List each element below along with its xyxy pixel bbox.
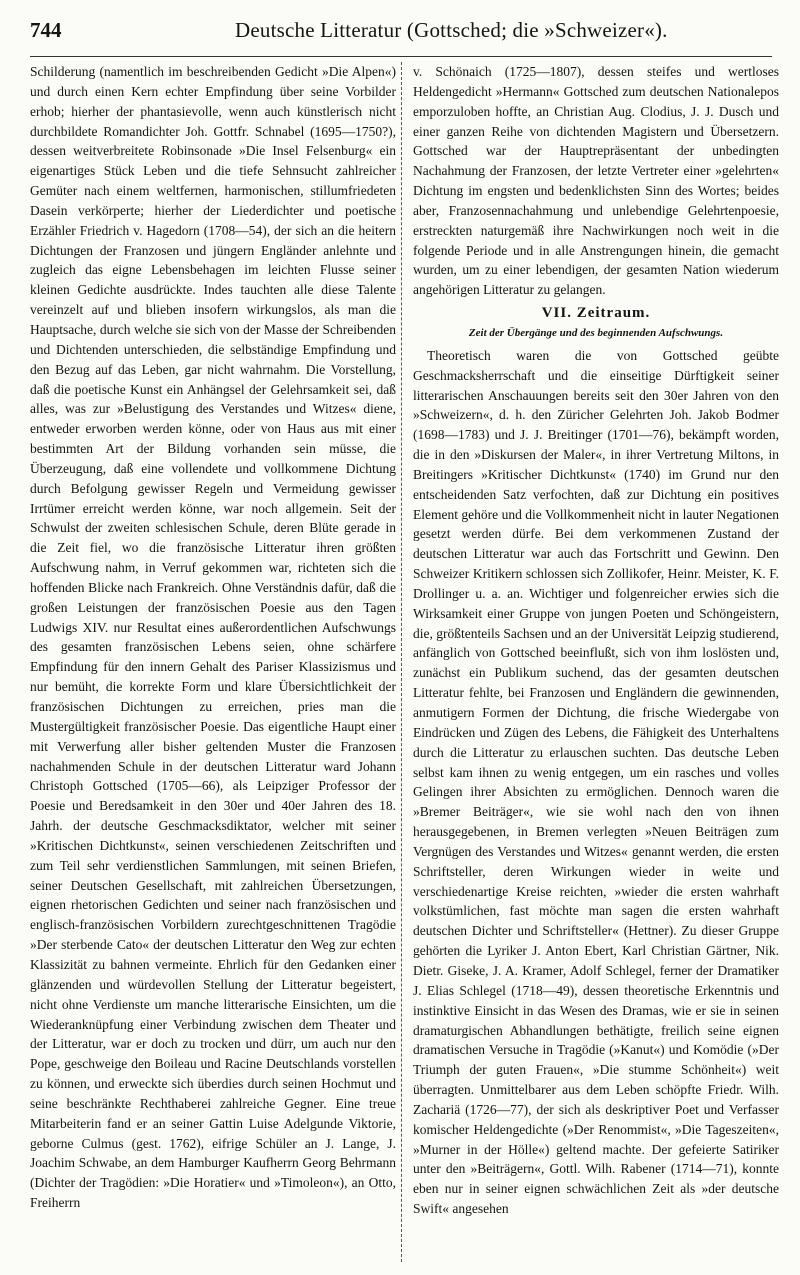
- page-number: 744: [30, 18, 62, 42]
- column-divider: [401, 62, 402, 1262]
- left-column: [30, 62, 396, 1213]
- right-column: [413, 62, 779, 1219]
- section-title: VII. Zeitraum.: [541, 305, 651, 322]
- right-paragraph-main: Theoretisch waren die von Gottsched geübte Geschmacksherrschaft und die einseitige Dürftigkeit seiner litterarischen Anschauungen bereits seit den 30er Jahren von den »Schweizern«, d. h. den Züricher Gelehrten Joh. Jakob Bodmer (1698—1783) und J. J. Breitinger (1701—76), bekämpft worden, die in den »Diskursen der Maler«, in ihrer Vertretung Miltons, in Breitingers »Kritischer Dichtkunst« (1740) im Grund nur den entscheidenden Satz verfochten, daß zur Dichtung ein positives Element gehöre und die Vollkommenheit nicht in lauter Negationen gesetzt werden dürfe. Bei dem verkommenen Zustand der deutschen Litteratur war auch das Fortschritt und Gewinn. Den Schweizer Kritikern schlossen sich Zollikofer, Heinr. Meister, K. F. Drollinger u. a. an. Wichtiger und folgenreicher erwies sich die Wirksamkeit einer Gruppe von jungen Poeten und Schöngeistern, die, größtenteils Sachsen und an der Universität Leipzig studierend, anfänglich von Gottsched beeinflußt, sich von ihm loslösten und, zunächst ein Publikum suchend, das der gesamten deutschen Litteratur fehlte, bei Franzosen und Engländern die gewinnenden, anmutigern Formen der Dichtung, die frische Wiedergabe von Eindrücken und Zügen des Lebens, die Fähigkeit des Unterhaltens durch die Litteratur zu erlauschen suchten. Das deutsche Leben selbst kam ihnen zu wenig entgegen, um ein rasches und volles Gelingen ihrer Absichten zu ermöglichen. Dennoch waren die »Bremer Beiträger«, wie sie wohl nach den von ihnen herausgegebenen, in Bremen verlegten »Neuen Beiträgen zum Vergnügen des Verstandes und Witzes« genannt werden, die ersten Schriftsteller, deren Wirkungen wieder in weite und verschiedenartige Kreise reichten, »wieder die ersten wahrhaft volkstümlichen, fast möchte man sagen die ersten wahrhaft deutschen Dichter und Schriftsteller« (Hettner). Zu dieser Gruppe gehörten die Lyriker J. Anton Ebert, Karl Christian Gärtner, Nik. Dietr. Giseke, J. A. Kramer, Adolf Schlegel, ferner der Dramatiker J. Elias Schlegel (1718—49), dessen theoretische Erkenntnis und instinktive Einsicht in das Wesen des Dramas, wie er sie in seinen dramaturgischen Abhandlungen bethätigte, freilich seine eignen dramatischen Versuche in Tragödie (»Kanut«) und Komödie (»Der Triumph der guten Frauen«, »Die stumme Schönheit«) weit überragten. Unmittelbarer aus dem Leben schöpfte Friedr. Wilh. Zachariä (1726—77), der sich als deskriptiver Poet und Verfasser komischer Heldengedichte (»Der Renommist«, »Die Tageszeiten«, »Murner in der Hölle«) geltend machte. Der gefeierte Satiriker unter den »Beiträgern«, Gottl. Wilh. Rabener (1714—71), konnte eben nur in seiner eignen schwächlichen Zeit als »der deutsche Swift« angesehen: [413, 347, 779, 1217]
- header-rule: [30, 56, 772, 57]
- left-paragraph: Schilderung (namentlich im beschreibenden Gedicht »Die Alpen«) und durch einen Kern echter Empfindung über seine Vorbilder erhob; hierher der phantasievolle, wenn auch künstlerisch nicht durchbildete Romandichter Joh. Gottfr. Schnabel (1695—1750?), dessen weitverbreitete Robinsonade »Die Insel Felsenburg« ein eigenartiges Stück Leben und die tiefe Sehnsucht zahlreicher Gemüter nach einem weltfernen, harmonischen, stillumfriedeten Dasein verkörperte; hierher der Liederdichter und poetische Erzähler Friedrich v. Hagedorn (1708—54), der sich an die heitern Dichtungen der Franzosen und jüngern Engländer anlehnte und zugleich das eigne Lebensbehagen im leichten Flusse seiner kleinen Gedichte ausdrückte. Indes tauchten alle diese Talente vereinzelt auf und blieben insofern wirkungslos, als man die Hauptsache, durch welche sie sich von der Masse der Schreibenden und Dichtenden unterschieden, die selbständige Empfindung und den Bezug auf das Leben, gar nicht wahrnahm. Die Vorstellung, daß die poetische Kunst ein Anhängsel der Gelehrsamkeit sei, daß alles, was zur »Belustigung des Verstandes und Witzes« diene, entweder erworben werden könne, oder von Haus aus mit einer bestimmten Art der Bildung vorhanden sein müsse, die Überzeugung, daß eine vollendete und vollkommene Dichtung durch Befolgung gewisser Regeln und Vermeidung gewisser Irrtümer erreicht werden könne, war noch allgemein. Seit der Schwulst der zweiten schlesischen Schule, deren Blüte gerade in die Zeit fiel, wo die französische Litteratur ihren größten Aufschwung nahm, in Verruf gekommen war, richteten sich die hoffenden Blicke nach Frankreich. Ohne Verständnis dafür, daß die großen Leistungen der französischen Poesie aus den Tagen Ludwigs XIV. nur Resultat eines außerordentlichen Aufschwungs des gesamten französischen Lebens seien, ohne schärfere Empfindung für den innern Gehalt des Pariser Klassizismus und nur bemüht, die korrekte Form und klare Übersichtlichkeit der französischen Dichtungen zu erreichen, pries man die Mustergültigkeit französischer Poesie. Das eigentliche Haupt einer mit Verwerfung aller bisher geltenden Muster die Franzosen nachahmenden Schule in der deutschen Litteratur ward Johann Christoph Gottsched (1705—66), als Leipziger Professor der Poesie und Beredsamkeit in den 30er und 40er Jahren des 18. Jahrh. der deutsche Geschmacksdiktator, welcher mit seiner »Kritischen Dichtkunst«, seinen verschiedenen Zeitschriften und zum Teil sehr verdienstlichen Sammlungen, mit seinen Briefen, seiner Deutschen Gesellschaft, mit zahlreichen Übersetzungen, eignen rhetorischen Gedichten und seiner nach französischen und englisch-französischen Vorbildern zurechtgeschnittenen Tragödie »Der sterbende Cato« der deutschen Litteratur den Weg zur echten Klassizität zu bahnen vermeinte. Ehrlich für den Gedanken einer glänzenden und würdevollen Stellung der Litteratur begeistert, nicht ohne Verdienste um manche litterarische Einsichten, um die Wiederanknüpfung einer Verbindung zwischen dem Theater und der Litteratur, war er doch zu trocken und dürr, um auch nur den Pope, geschweige den Boileau und Racine Deutschlands vorstellen zu können, und erweckte sich überdies durch seinen Hochmut und seine beschränkte Rechthaberei zahlreiche Gegner. Eine treue Mitarbeiterin fand er an seiner Gattin Luise Adelgunde Viktorie, geborne Culmus (gest. 1762), eifrige Schüler an J. Lange, J. Joachim Schwabe, an dem Hamburger Kaufherrn Georg Behrmann (Dichter der Tragödien: »Die Horatier« und »Timoleon«), an Otto, Freiherrn: [30, 64, 396, 1211]
- running-title: Deutsche Litteratur (Gottsched; die »Schweizer«).: [235, 18, 668, 42]
- section-subtitle: Zeit der Übergänge und des beginnenden Aufschwungs.: [468, 326, 724, 339]
- right-paragraph-top: v. Schönaich (1725—1807), dessen steifes und wertloses Heldengedicht »Hermann« Gottsched zum deutschen Nationalepos emporzuloben hoffte, an Christian Aug. Clodius, J. J. Dusch und einer ganzen Reihe von dichtenden Magistern und Übersetzern. Gottsched war der Hauptrepräsentant der unbedingten Nachahmung der Franzosen, der letzte Vertreter einer »gelehrten« Dichtung im engsten und bedenklichsten Sinn des Wortes; beides aber, Franzosennachahmung und unlebendige Gelehrtenpoesie, erstreckten naturgemäß ihre Nachwirkungen noch weit in die folgende Periode und in alle Anstrengungen hinein, die gemacht wurden, um zu einer lebendigen, der gesamten Nation wiederum angehörigen Litteratur zu gelangen.: [413, 64, 779, 298]
- page-header: [30, 14, 772, 48]
